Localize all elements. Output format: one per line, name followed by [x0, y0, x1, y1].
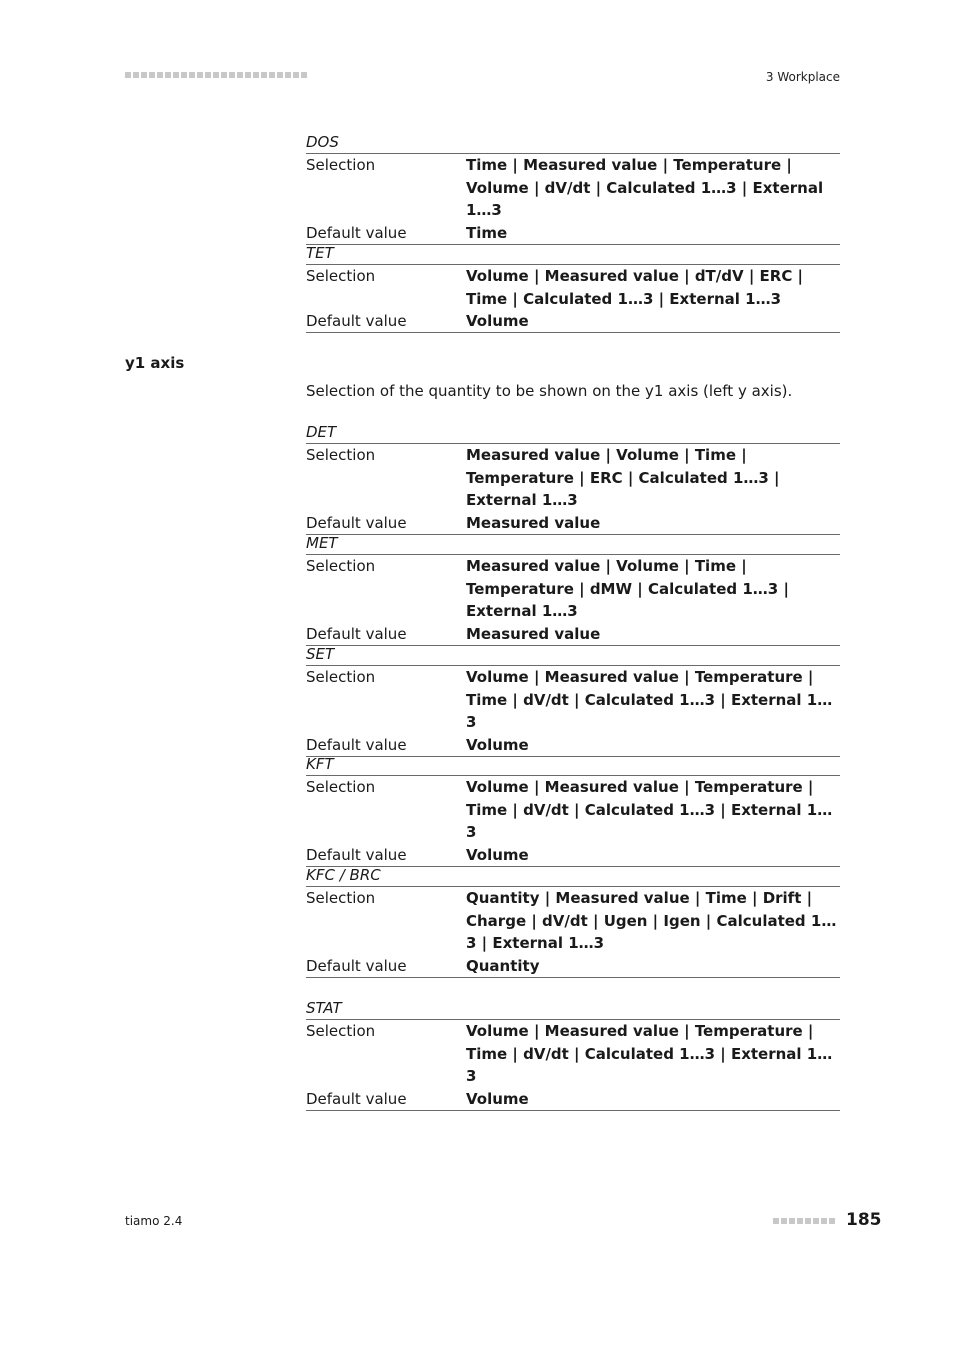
selection-row [306, 1020, 840, 1088]
block-title: KFT [306, 753, 840, 776]
default-value: Time [466, 223, 508, 242]
default-row [306, 310, 840, 333]
default-label: Default value [306, 1089, 407, 1108]
default-label: Default value [306, 845, 407, 864]
footer-product: tiamo 2.4 [125, 1214, 183, 1228]
parameter-block-met [306, 532, 840, 646]
header-decoration [125, 72, 307, 80]
default-value: Volume [466, 1089, 529, 1108]
selection-values: Measured value | Volume | Time | Temperature | ERC | Calculated 1…3 | External 1…3 [466, 446, 780, 509]
default-value: Volume [466, 845, 529, 864]
selection-values: Measured value | Volume | Time | Temperature | dMW | Calculated 1…3 | External 1…3 [466, 557, 789, 620]
selection-label: Selection [306, 557, 376, 575]
selection-values: Quantity | Measured value | Time | Drift | Charge | dV/dt | Ugen | Igen | Calculated 1…3 | External 1…3 [466, 889, 837, 952]
block-title: DOS [306, 131, 840, 154]
default-label: Default value [306, 513, 407, 532]
selection-row [306, 444, 840, 512]
selection-row [306, 776, 840, 844]
selection-values: Volume | Measured value | Temperature | Time | dV/dt | Calculated 1…3 | External 1…3 [466, 668, 833, 731]
parameter-block-set [306, 643, 840, 757]
selection-row [306, 887, 840, 955]
default-value: Measured value [466, 624, 601, 643]
block-title: TET [306, 242, 840, 265]
selection-label: Selection [306, 446, 376, 464]
selection-row [306, 666, 840, 734]
block-title: MET [306, 532, 840, 555]
default-label: Default value [306, 956, 407, 975]
selection-values: Volume | Measured value | dT/dV | ERC | Time | Calculated 1…3 | External 1…3 [466, 267, 804, 308]
block-title: KFC / BRC [306, 864, 840, 887]
default-value: Volume [466, 735, 529, 754]
running-header-chapter: 3 Workplace [765, 70, 840, 84]
selection-label: Selection [306, 1022, 376, 1040]
selection-label: Selection [306, 668, 376, 686]
parameter-block-dos [306, 131, 840, 245]
selection-row [306, 265, 840, 310]
section-intro: Selection of the quantity to be shown on the y1 axis (left y axis). [306, 382, 793, 400]
selection-label: Selection [306, 156, 376, 174]
default-value: Volume [466, 312, 529, 330]
default-label: Default value [306, 312, 407, 330]
default-value: Measured value [466, 513, 601, 532]
default-label: Default value [306, 624, 407, 643]
default-label: Default value [306, 735, 407, 754]
selection-values: Volume | Measured value | Temperature | Time | dV/dt | Calculated 1…3 | External 1…3 [466, 1022, 833, 1085]
default-row [306, 1088, 840, 1111]
section-title: y1 axis [125, 354, 185, 372]
selection-row [306, 555, 840, 623]
block-title: STAT [306, 997, 840, 1020]
parameter-block-tet [306, 242, 840, 333]
selection-label: Selection [306, 889, 376, 907]
parameter-block-kft [306, 753, 840, 867]
parameter-block-stat [306, 997, 840, 1111]
block-title: DET [306, 421, 840, 444]
default-row [306, 955, 840, 978]
footer-decoration [773, 1218, 839, 1226]
default-value: Quantity [466, 956, 540, 975]
selection-label: Selection [306, 267, 376, 285]
default-label: Default value [306, 223, 407, 242]
block-title: SET [306, 643, 840, 666]
parameter-block-det [306, 421, 840, 535]
page-number: 185 [846, 1210, 882, 1230]
selection-values: Time | Measured value | Temperature | Volume | dV/dt | Calculated 1…3 | External 1…3 [466, 156, 824, 219]
selection-label: Selection [306, 778, 376, 796]
selection-values: Volume | Measured value | Temperature | Time | dV/dt | Calculated 1…3 | External 1…3 [466, 778, 833, 841]
selection-row [306, 154, 840, 222]
parameter-block-kfc-brc [306, 864, 840, 978]
